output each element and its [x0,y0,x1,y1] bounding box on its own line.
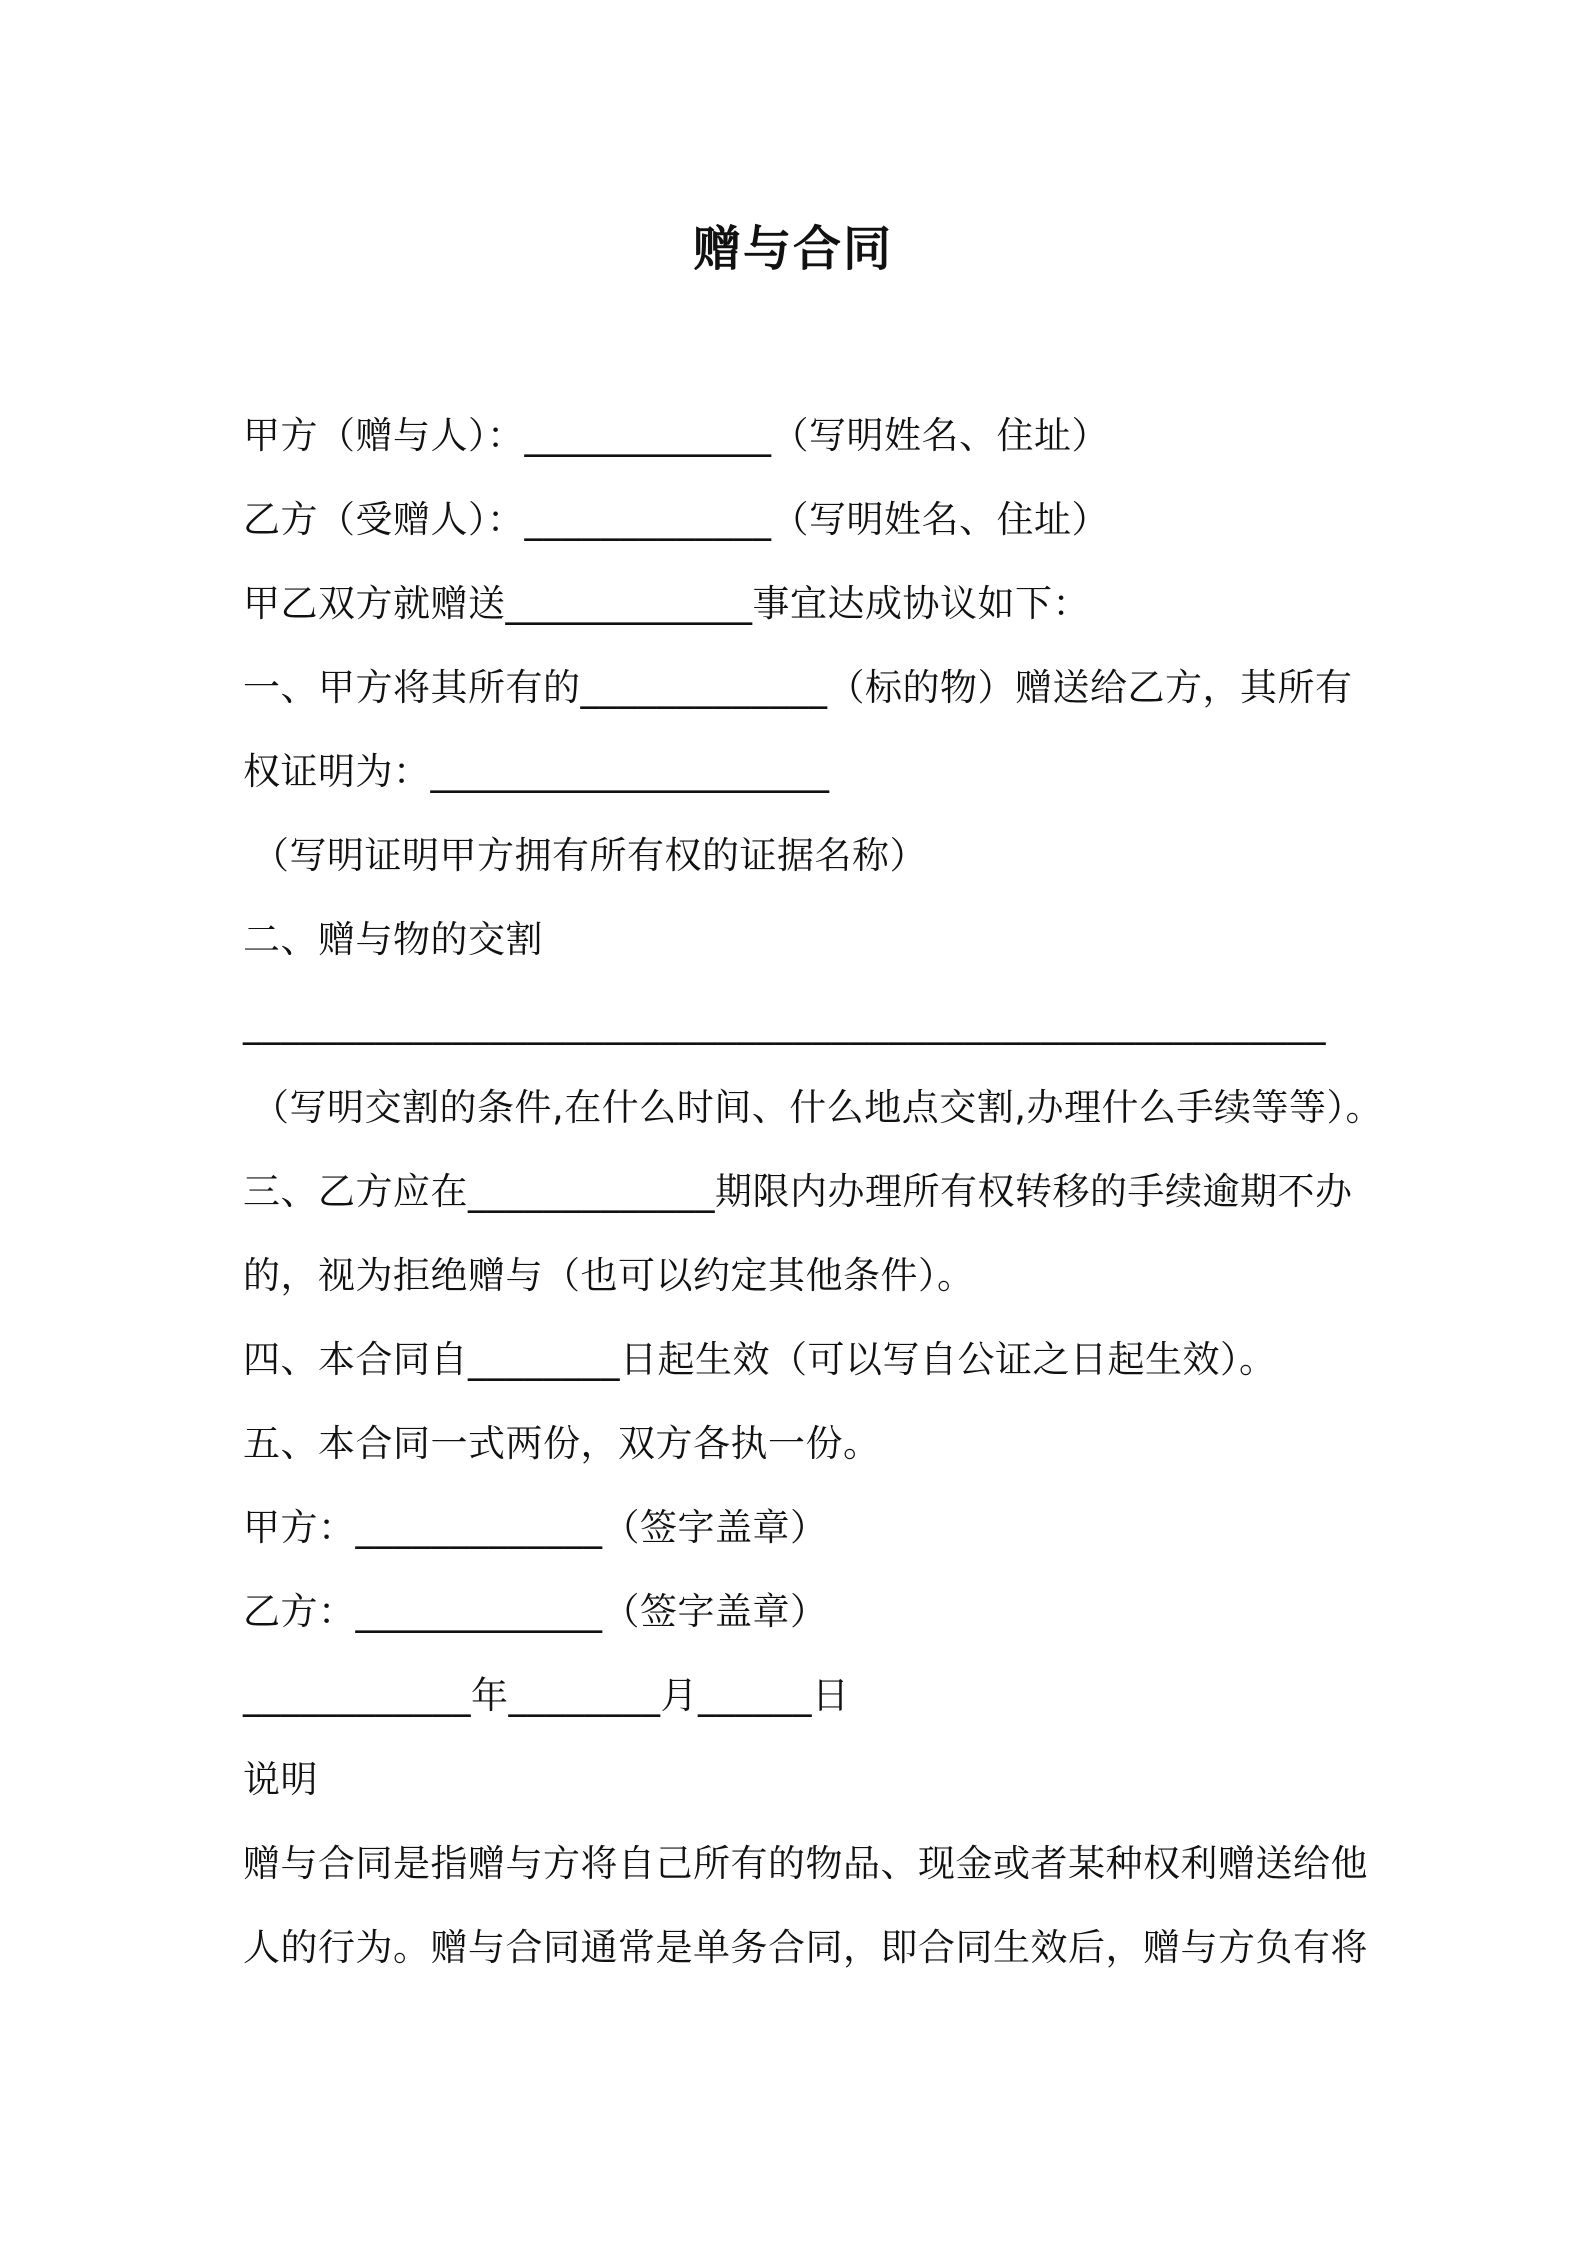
party-b-signature-line: 乙方：_____________（签字盖章） [243,1590,828,1633]
clause-1-note-line: （写明证明甲方拥有所有权的证据名称） [252,834,927,877]
clause-3-line: 三、乙方应在_____________期限内办理所有权转移的手续逾期不办 [243,1170,1353,1213]
clause-2-blank-line: _________________________________________________________ [243,1002,1326,1045]
clause-2-heading: 二、赠与物的交割 [243,918,543,961]
explanation-text-line-1: 赠与合同是指赠与方将自己所有的物品、现金或者某种权利赠送给他 [243,1842,1368,1885]
clause-4-line: 四、本合同自________日起生效（可以写自公证之日起生效）。 [243,1338,1277,1381]
explanation-heading: 说明 [243,1758,318,1801]
party-a-donor-line: 甲方（赠与人）：_____________（写明姓名、住址） [243,414,1109,457]
clause-3-continued-line: 的，视为拒绝赠与（也可以约定其他条件）。 [243,1254,975,1297]
clause-1-line: 一、甲方将其所有的_____________（标的物）赠送给乙方，其所有 [243,666,1353,709]
document-title: 赠与合同 [692,221,893,277]
clause-2-note-line: （写明交割的条件,在什么时间、什么地点交割,办理什么手续等等）。 [252,1086,1384,1129]
agreement-intro-line: 甲乙双方就赠送_____________事宜达成协议如下： [243,582,1090,625]
explanation-text-line-2: 人的行为。赠与合同通常是单务合同，即合同生效后，赠与方负有将 [243,1926,1368,1969]
clause-1-continued-line: 权证明为：_____________________ [243,750,830,793]
party-b-donee-line: 乙方（受赠人）：_____________（写明姓名、住址） [243,498,1109,541]
clause-5-line: 五、本合同一式两份，双方各执一份。 [243,1422,881,1465]
date-line: ____________年________月______日 [243,1674,850,1717]
party-a-signature-line: 甲方：_____________（签字盖章） [243,1506,828,1549]
